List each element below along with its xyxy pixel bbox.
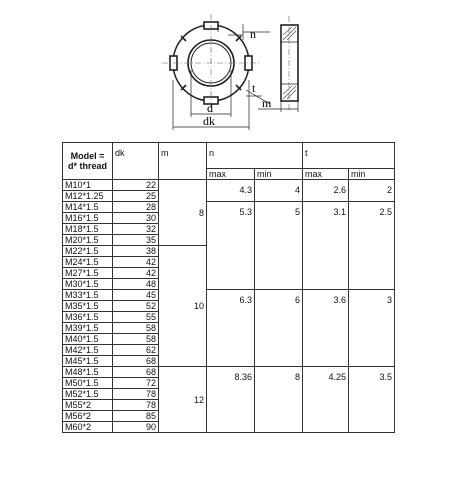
cell-model: M20*1.5	[63, 235, 113, 246]
cell-n-min: 8	[255, 367, 303, 433]
label-t: t	[252, 81, 256, 95]
label-m: m	[262, 96, 272, 110]
cell-dk: 68	[113, 356, 159, 367]
cell-dk: 45	[113, 290, 159, 301]
cell-model: M18*1.5	[63, 224, 113, 235]
cell-model: M16*1.5	[63, 213, 113, 224]
cell-t-min: 2.5	[349, 202, 395, 290]
header-row	[63, 143, 443, 169]
table-row	[63, 202, 443, 213]
cell-dk: 28	[113, 202, 159, 213]
nut-dimension-table	[62, 142, 443, 433]
cell-dk: 68	[113, 367, 159, 378]
cell-n-min: 6	[255, 290, 303, 367]
header-model: Model = d* thread	[63, 143, 113, 180]
cell-n-min: 4	[255, 180, 303, 202]
cell-dk: 48	[113, 279, 159, 290]
cell-model: M30*1.5	[63, 279, 113, 290]
cell-dk: 55	[113, 312, 159, 323]
cell-dk: 22	[113, 180, 159, 191]
cell-dk: 42	[113, 257, 159, 268]
header-m: m	[159, 143, 207, 180]
cell-t-max: 4.25	[303, 367, 349, 433]
cell-dk: 30	[113, 213, 159, 224]
nut-technical-drawing	[0, 0, 474, 140]
cell-t-min: 2	[349, 180, 395, 202]
cell-dk: 78	[113, 389, 159, 400]
cell-dk: 78	[113, 400, 159, 411]
cell-model: M55*2	[63, 400, 113, 411]
cell-model: M14*1.5	[63, 202, 113, 213]
cell-n-max: 5.3	[207, 202, 255, 290]
header-t: t	[303, 143, 395, 169]
table-row	[63, 290, 443, 301]
cell-model: M35*1.5	[63, 301, 113, 312]
cell-n-max: 6.3	[207, 290, 255, 367]
label-n: n	[250, 27, 256, 41]
cell-model: M45*1.5	[63, 356, 113, 367]
cell-m: 12	[159, 367, 207, 433]
header-n-min: min	[255, 169, 303, 180]
cell-model: M24*1.5	[63, 257, 113, 268]
header-n: n	[207, 143, 303, 169]
cell-n-min: 5	[255, 202, 303, 290]
cell-model: M52*1.5	[63, 389, 113, 400]
table-row	[63, 180, 443, 191]
cell-model: M22*1.5	[63, 246, 113, 257]
cell-model: M56*2	[63, 411, 113, 422]
cell-model: M27*1.5	[63, 268, 113, 279]
cell-model: M39*1.5	[63, 323, 113, 334]
cell-m: 10	[159, 246, 207, 367]
cell-dk: 35	[113, 235, 159, 246]
nut-side-view	[281, 25, 298, 101]
dimension-n	[218, 22, 270, 40]
cell-m: 8	[159, 180, 207, 246]
cell-dk: 85	[113, 411, 159, 422]
cell-model: M42*1.5	[63, 345, 113, 356]
cell-model: M36*1.5	[63, 312, 113, 323]
cell-t-max: 3.1	[303, 202, 349, 290]
cell-model: M12*1.25	[63, 191, 113, 202]
table-row	[63, 367, 443, 378]
label-d: d	[207, 101, 213, 115]
header-n-max: max	[207, 169, 255, 180]
cell-model: M33*1.5	[63, 290, 113, 301]
cell-dk: 32	[113, 224, 159, 235]
cell-model: M40*1.5	[63, 334, 113, 345]
cell-dk: 62	[113, 345, 159, 356]
cell-dk: 58	[113, 334, 159, 345]
cell-model: M50*1.5	[63, 378, 113, 389]
cell-dk: 42	[113, 268, 159, 279]
cell-t-min: 3.5	[349, 367, 395, 433]
side-view-hatch	[283, 27, 296, 99]
cell-dk: 52	[113, 301, 159, 312]
cell-n-max: 4.3	[207, 180, 255, 202]
header-t-min: min	[349, 169, 395, 180]
cell-dk: 90	[113, 422, 159, 433]
cell-dk: 25	[113, 191, 159, 202]
cell-model: M60*2	[63, 422, 113, 433]
cell-model: M48*1.5	[63, 367, 113, 378]
cell-n-max: 8.36	[207, 367, 255, 433]
header-dk: dk	[113, 143, 159, 180]
cell-t-max: 3.6	[303, 290, 349, 367]
cell-t-min: 3	[349, 290, 395, 367]
cell-dk: 72	[113, 378, 159, 389]
header-t-max: max	[303, 169, 349, 180]
cell-model: M10*1	[63, 180, 113, 191]
cell-t-max: 2.6	[303, 180, 349, 202]
label-dk: dk	[203, 114, 215, 128]
cell-dk: 58	[113, 323, 159, 334]
cell-dk: 38	[113, 246, 159, 257]
